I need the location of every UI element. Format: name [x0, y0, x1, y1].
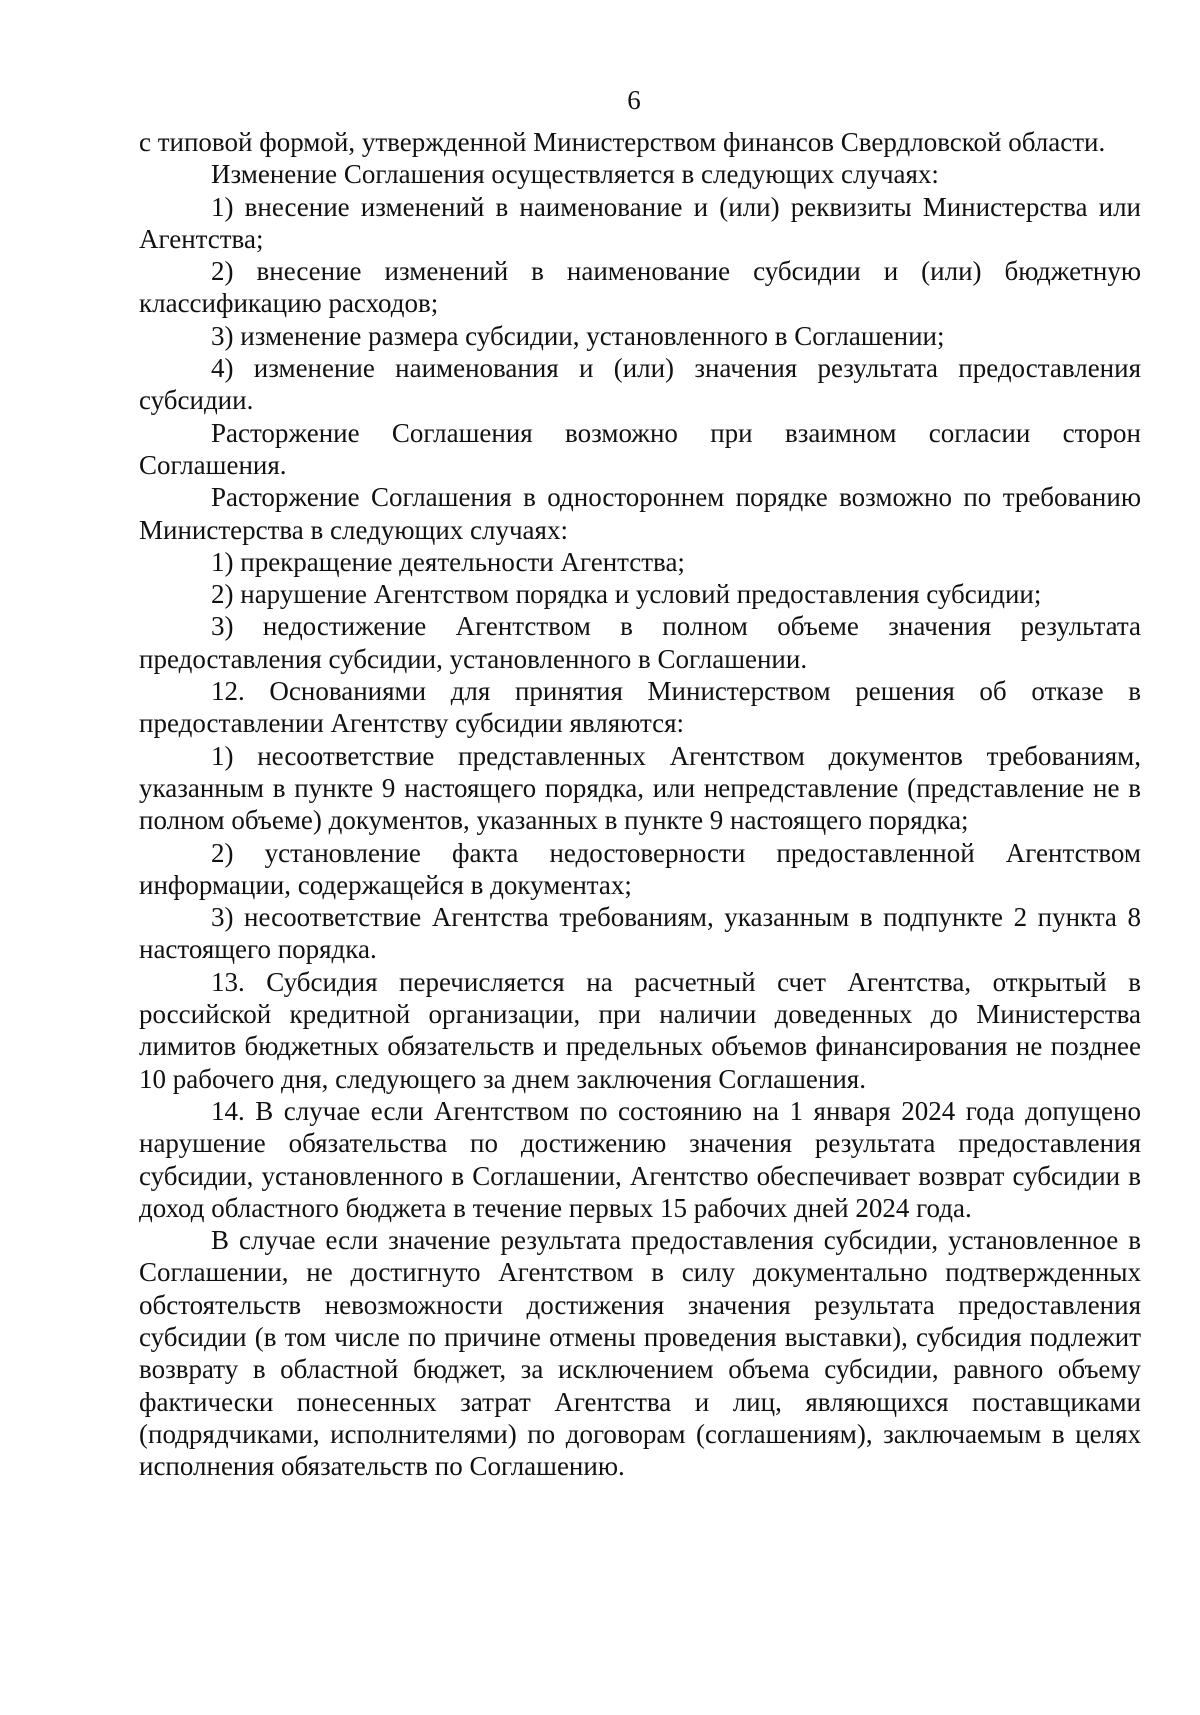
paragraph-p-12-1: 1) несоответствие представленных Агентством документов требованиям, указанным в пункте 9 настоящего порядка, или непредставление (представление не в полном объеме) документов, указанных в пункте 9 настоящего порядка; [139, 740, 1141, 836]
paragraph-p-term-2: 2) нарушение Агентством порядка и условий предоставления субсидии; [211, 579, 1042, 610]
paragraph-p-term-3: 3) недостижение Агентством в полном объеме значения результата предоставления субсидии, установленного в Соглашении. [139, 611, 1141, 674]
paragraph-p-termination-mutual: Расторжение Соглашения возможно при взаимном согласии сторон Соглашения. [139, 417, 1141, 480]
paragraph-p-14: 14. В случае если Агентством по состоянию на 1 января 2024 года допущено нарушение обязательства по достижению значения результата предоставления субсидии, установленного в Соглашении, Агентство обеспечивает возврат субсидии в доход областного бюджета в течение первых 15 рабочих дней 2024 года. [139, 1095, 1141, 1223]
paragraph-p-12: 12. Основаниями для принятия Министерством решения об отказе в предоставлении Агентству субсидии являются: [139, 676, 1141, 739]
document-body [139, 126, 1141, 1482]
paragraph-p-change-4: 4) изменение наименования и (или) значения результата предоставления субсидии. [139, 353, 1141, 416]
paragraph-cont-1: с типовой формой, утвержденной Министерством финансов Свердловской области. [139, 127, 1106, 157]
paragraph-p-term-1: 1) прекращение деятельности Агентства; [211, 546, 685, 577]
paragraph-p-change-2: 2) внесение изменений в наименование субсидии и (или) бюджетную классификацию расходов; [139, 256, 1141, 319]
paragraph-p-change-1: 1) внесение изменений в наименование и (или) реквизиты Министерства или Агентства; [139, 191, 1141, 254]
paragraph-p-14-2: В случае если значение результата предоставления субсидии, установленное в Соглашении, не достигнуто Агентством в силу документально подтвержденных обстоятельств невозможности достижения значения результата предоставления субсидии (в том числе по причине отмены проведения выставки), субсидия подлежит возврату в областной бюджет, за исключением объема субсидии, равного объему фактически понесенных затрат Агентства и лиц, являющихся поставщиками (подрядчиками, исполнителями) по договорам (соглашениям), заключаемым в целях исполнения обязательств по Соглашению. [139, 1225, 1141, 1482]
paragraph-p-change-intro: Изменение Соглашения осуществляется в следующих случаях: [211, 159, 939, 190]
paragraph-p-12-3: 3) несоответствие Агентства требованиям, указанным в подпункте 2 пункта 8 настоящего порядка. [139, 902, 1141, 965]
page-number: 6 [627, 85, 641, 115]
paragraph-p-12-2: 2) установление факта недостоверности предоставленной Агентством информации, содержащейся в документах; [139, 837, 1141, 900]
paragraph-p-13: 13. Субсидия перечисляется на расчетный счет Агентства, открытый в российской кредитной организации, при наличии доведенных до Министерства лимитов бюджетных обязательств и предельных объемов финансирования не позднее 10 рабочего дня, следующего за днем заключения Соглашения. [139, 966, 1141, 1094]
paragraph-p-termination-unilateral: Расторжение Соглашения в одностороннем порядке возможно по требованию Министерства в следующих случаях: [139, 482, 1141, 545]
paragraph-p-change-3: 3) изменение размера субсидии, установленного в Соглашении; [211, 320, 945, 351]
